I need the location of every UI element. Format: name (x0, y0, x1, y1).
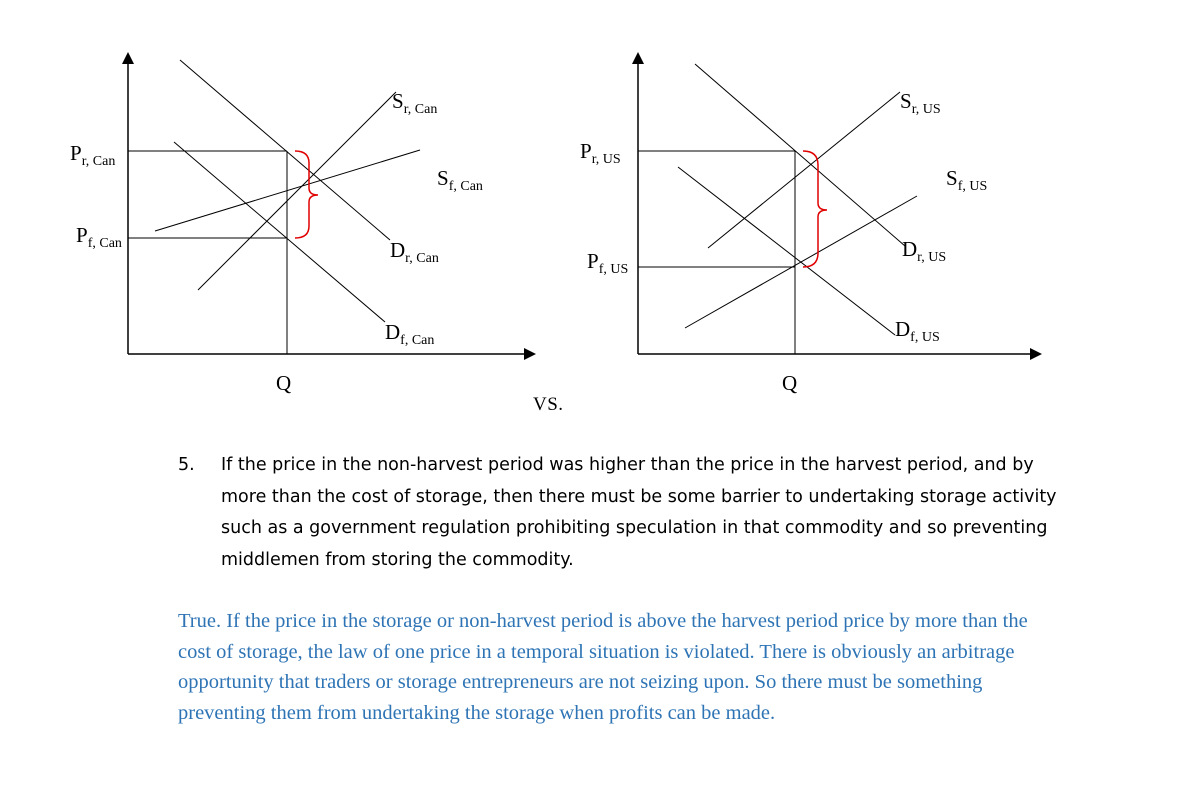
us-demand-fut-label: Df, US (895, 317, 940, 345)
us-supply-raw-label: Sr, US (900, 89, 941, 117)
us-demand-raw-line (695, 64, 905, 246)
canada-demand-raw-label: Dr, Can (390, 238, 439, 266)
canada-price-raw-label: Pr, Can (70, 141, 116, 169)
versus-label: VS. (533, 394, 564, 415)
canada-price-fut-label: Pf, Can (76, 223, 122, 251)
answer-text: True. If the price in the storage or non-harvest period is above the harvest period price by more than the cost of storage, the law of one price in a temporal situation is violated. There is obviously an arbitrage opportunity that traders or storage entrepreneurs are not seizing upon. So there must be something preventing them from undertaking the storage when profits can be made. (178, 610, 1028, 724)
canada-demand-fut-label: Df, Can (385, 320, 435, 348)
canada-quantity-label: Q (276, 371, 292, 395)
canada-supply-raw-line (198, 92, 396, 290)
us-supply-fut-label: Sf, US (946, 166, 988, 194)
us-demand-fut-line (678, 167, 895, 335)
canada-demand-raw-line (180, 60, 390, 240)
canada-graph (70, 58, 530, 395)
canada-supply-raw-label: Sr, Can (392, 89, 438, 117)
us-demand-raw-label: Dr, US (902, 237, 947, 265)
canada-price-gap-bracket (295, 151, 318, 238)
us-price-raw-label: Pr, US (580, 139, 621, 167)
us-quantity-label: Q (782, 371, 798, 395)
question-text: If the price in the non-harvest period was higher than the price in the harvest period, and by more than the cost of storage, then there must be some barrier to undertaking storage activity such as a government regulation prohibiting speculation in that commodity and so preventing middlemen from storing the commodity. (221, 455, 1057, 570)
canada-supply-fut-label: Sf, Can (437, 166, 483, 194)
us-price-fut-label: Pf, US (587, 249, 629, 277)
us-graph (580, 58, 1036, 395)
us-supply-raw-line (708, 92, 900, 248)
question-number: 5. (178, 455, 195, 475)
canada-demand-fut-line (174, 142, 385, 322)
